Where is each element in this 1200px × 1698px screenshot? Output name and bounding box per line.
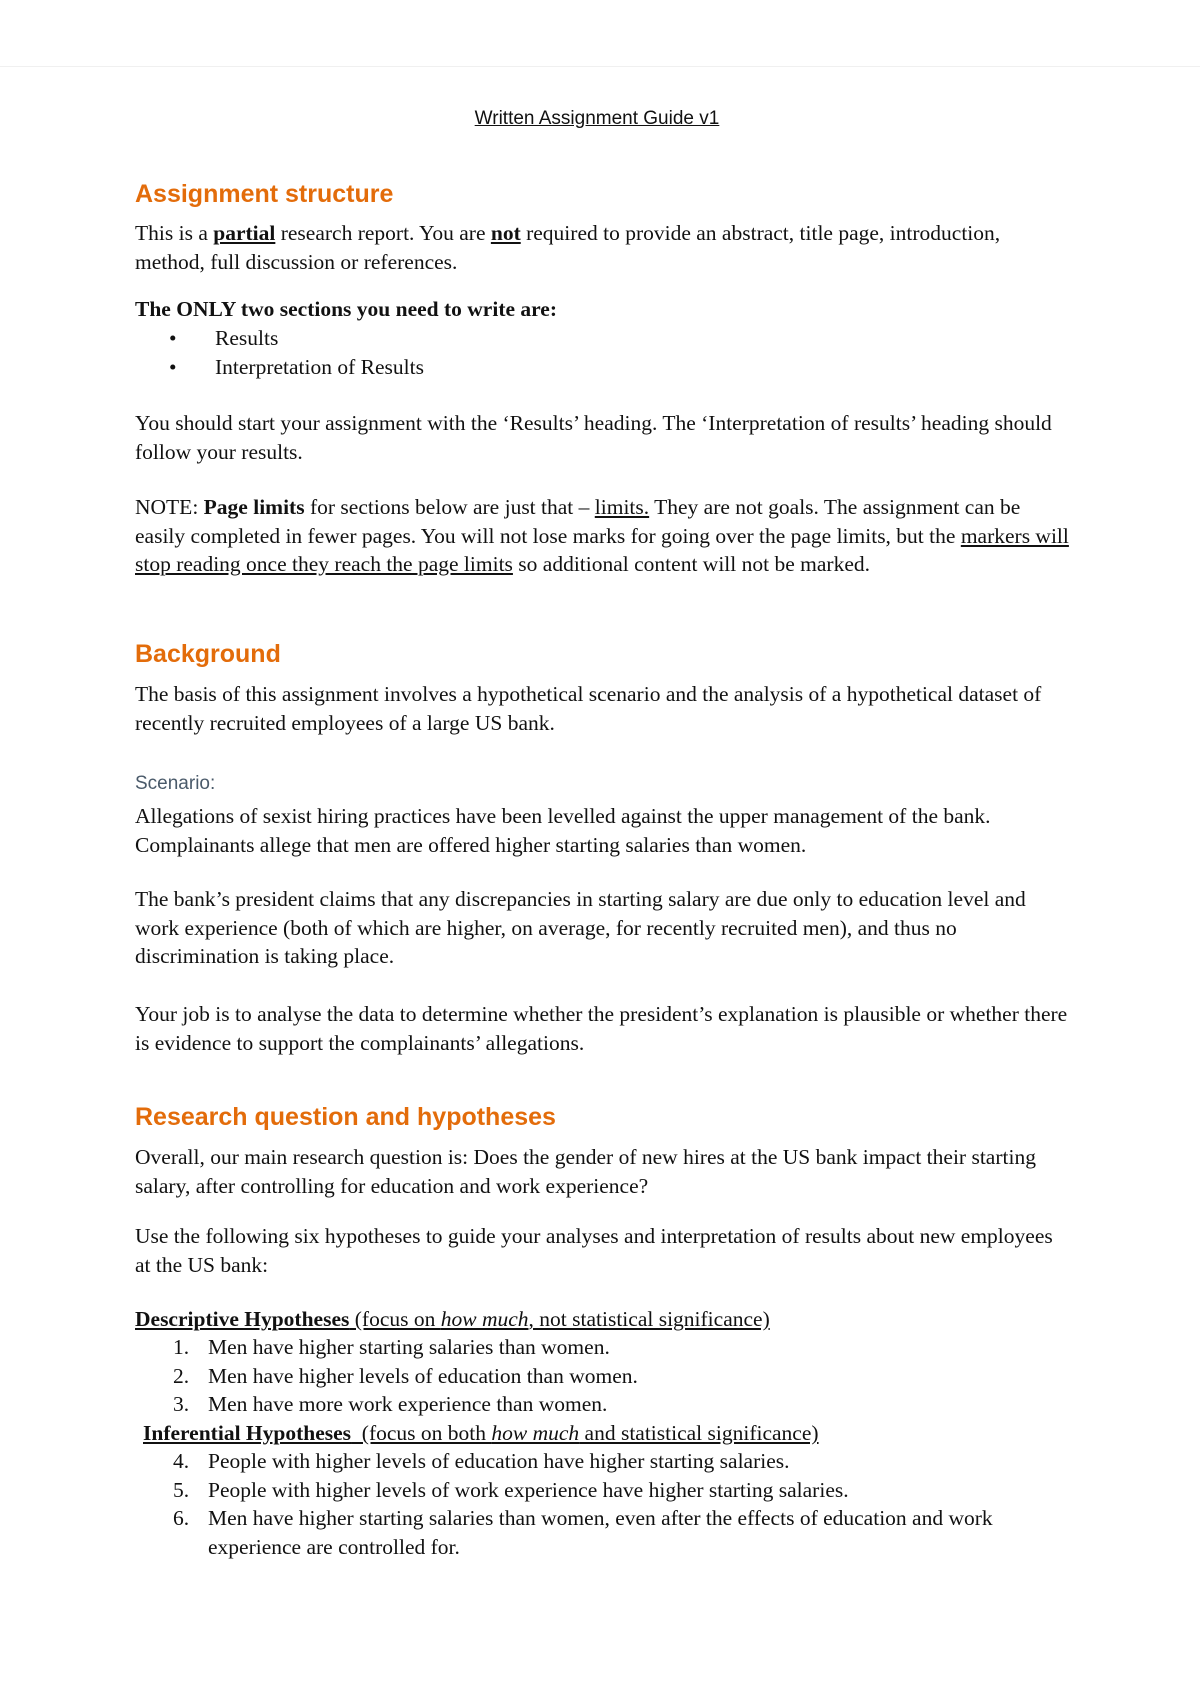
text-run: This is a	[135, 221, 214, 245]
document-title: Written Assignment Guide v1	[474, 108, 720, 129]
bullet-icon: •	[169, 326, 177, 350]
list-item-label: Men have higher starting salaries than women, even after the effects of education and work experience are controlled for.	[208, 1506, 993, 1559]
emphasis-markers-stop: markers will stop reading once they reach the page limits	[135, 523, 1069, 576]
inferential-hypotheses-title: Inferential Hypotheses	[143, 1421, 352, 1445]
text-run: and statistical significance)	[579, 1421, 819, 1445]
descriptive-hypotheses-list	[135, 1333, 1070, 1419]
descriptive-hypotheses-title: Descriptive Hypotheses	[135, 1307, 350, 1331]
text-run: so additional content will not be marked.	[512, 552, 870, 576]
emphasis-partial: partial	[213, 221, 276, 245]
list-item-label: Men have more work experience than women.	[208, 1392, 608, 1416]
text-run: how much	[491, 1421, 580, 1445]
list-item-label: Interpretation of Results	[215, 355, 424, 379]
list-number: 1.	[173, 1335, 190, 1359]
heading-assignment-structure: Assignment structure	[135, 180, 394, 208]
scenario-label: Scenario:	[135, 773, 216, 794]
list-item	[135, 1390, 1070, 1419]
inferential-hypotheses-heading	[143, 1419, 819, 1447]
list-item	[135, 353, 424, 382]
text-run: They are not goals. The assignment can be easily completed in fewer pages. You will not lose marks for going over the page limits, but the	[135, 495, 1021, 548]
list-item	[135, 1504, 1070, 1561]
list-number: 5.	[173, 1477, 190, 1502]
paragraph-partial-report	[135, 219, 1070, 276]
list-item-label: Men have higher starting salaries than women.	[208, 1335, 610, 1359]
list-item	[135, 324, 424, 353]
text-run: research report. You are	[275, 221, 491, 245]
heading-background: Background	[135, 640, 281, 668]
required-sections-list	[135, 324, 424, 382]
paragraph-start-results: You should start your assignment with the ‘Results’ heading. The ‘Interpretation of results’ heading should follow your results.	[135, 411, 1052, 464]
paragraph-background-intro: The basis of this assignment involves a hypothetical scenario and the analysis of a hypothetical dataset of recently recruited employees of a large US bank.	[135, 682, 1042, 735]
emphasis-page-limits: Page limits	[203, 495, 305, 519]
list-item	[135, 1447, 1070, 1476]
list-item-label: Men have higher levels of education than women.	[208, 1363, 638, 1388]
list-item	[135, 1476, 1070, 1505]
paragraph-president-claim: The bank’s president claims that any discrepancies in starting salary are due only to education level and work experience (both of which are higher, on average, for recently recruited men), and thus no discrimination is taking place.	[135, 887, 1026, 968]
list-number: 2.	[173, 1363, 190, 1388]
list-item	[135, 1362, 1070, 1391]
text-run: for sections below are just that –	[304, 495, 595, 519]
emphasis-not: not	[490, 221, 521, 245]
paragraph-your-job: Your job is to analyse the data to determine whether the president’s explanation is plausible or whether there is evidence to support the complainants’ allegations.	[135, 1002, 1068, 1055]
text-run: required to provide an abstract, title page, introduction, method, full discussion or references.	[135, 221, 1001, 274]
descriptive-hypotheses-heading	[135, 1305, 770, 1333]
paragraph-page-limits-note	[135, 493, 1070, 579]
paragraph-research-question: Overall, our main research question is: Does the gender of new hires at the US bank impact their starting salary, after controlling for education and work experience?	[135, 1145, 1036, 1198]
list-number: 3.	[173, 1392, 190, 1416]
bullet-icon: •	[169, 355, 177, 379]
heading-research-question: Research question and hypotheses	[135, 1103, 556, 1131]
text-run: how much	[440, 1307, 529, 1331]
text-run: , not statistical significance)	[528, 1307, 770, 1331]
list-item-label: People with higher levels of education have higher starting salaries.	[208, 1449, 790, 1473]
list-number: 6.	[173, 1506, 190, 1530]
only-two-sections-label: The ONLY two sections you need to write are:	[135, 297, 558, 321]
paragraph-scenario-allegations: Allegations of sexist hiring practices have been levelled against the upper management of the bank. Complainants allege that men are offered higher starting salaries than women.	[135, 804, 991, 857]
list-item-label: People with higher levels of work experience have higher starting salaries.	[208, 1477, 849, 1502]
list-item	[135, 1333, 1070, 1362]
paragraph-hypotheses-guide: Use the following six hypotheses to guide your analyses and interpretation of results about new employees at the US bank:	[135, 1224, 1053, 1277]
list-number: 4.	[173, 1449, 190, 1473]
page-top-edge	[0, 66, 1200, 67]
text-run: (focus on both	[351, 1421, 492, 1445]
text-run: (focus on	[349, 1307, 441, 1331]
list-item-label: Results	[215, 326, 279, 350]
inferential-hypotheses-list	[135, 1447, 1070, 1561]
text-run: NOTE:	[135, 495, 204, 519]
emphasis-limits: limits.	[594, 495, 650, 519]
